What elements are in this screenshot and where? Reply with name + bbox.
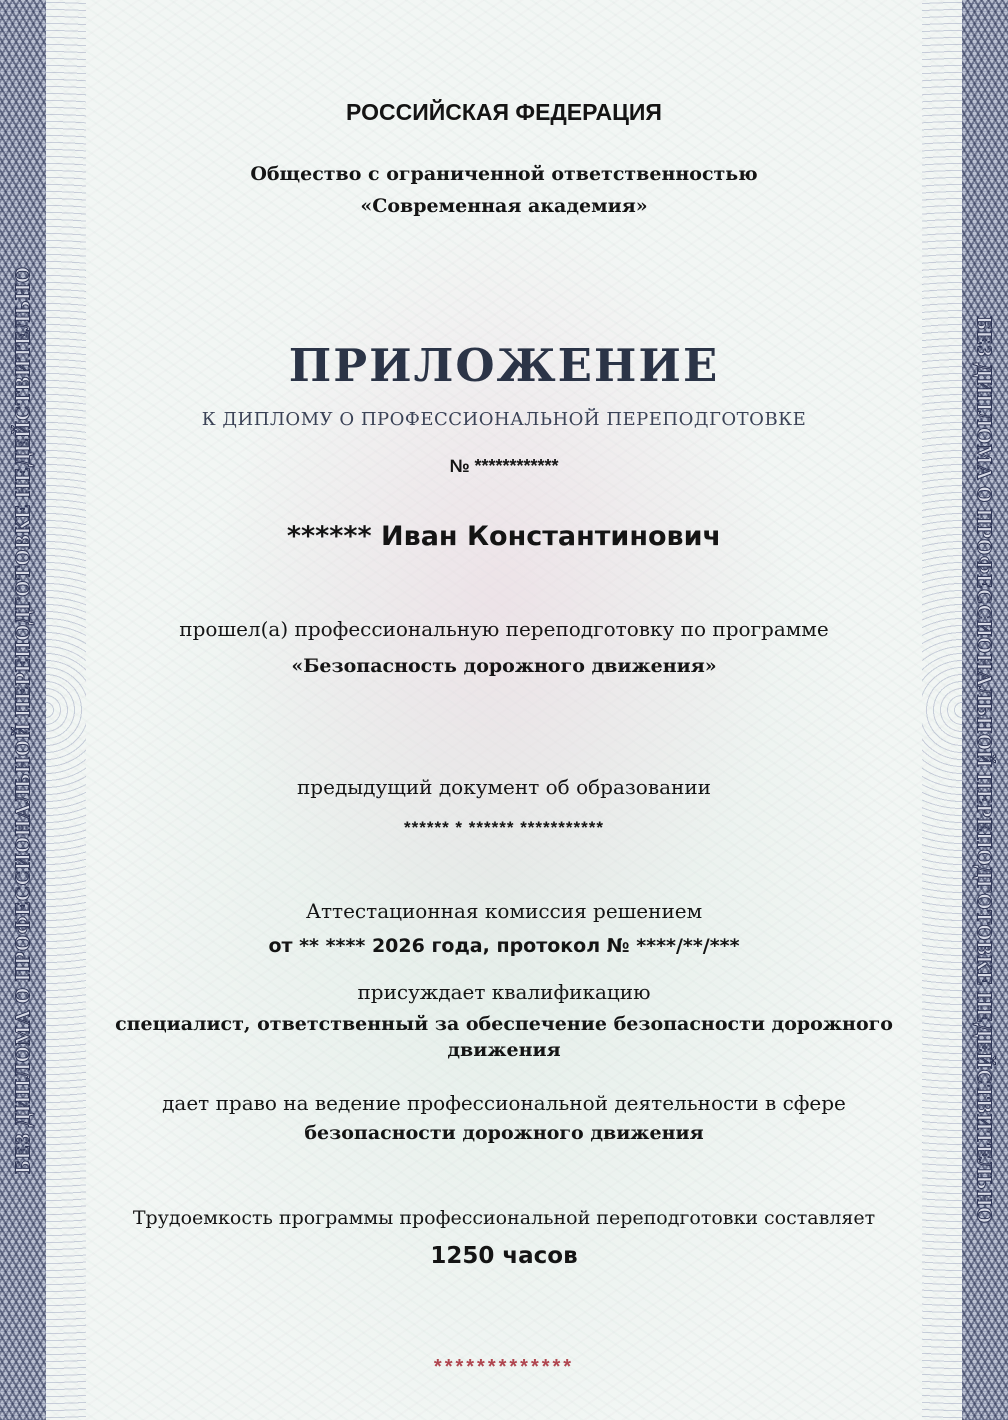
qualification-value: специалист, ответственный за обеспечение безопасности дорожного движения (115, 1013, 893, 1061)
country-heading: РОССИЙСКАЯ ФЕДЕРАЦИЯ (346, 99, 662, 125)
document-title: ПРИЛОЖЕНИЕ (288, 339, 720, 392)
organization-type: Общество с ограниченной ответственностью (250, 163, 758, 185)
rights-label: дает право на ведение профессиональной деятельности в сфере (162, 1091, 846, 1115)
labor-intensity-label: Трудоемкость программы профессиональной переподготовки составляет (132, 1207, 876, 1229)
commission-label: Аттестационная комиссия решением (305, 899, 703, 923)
labor-hours: 1250 часов (430, 1243, 578, 1269)
rights-sphere: безопасности дорожного движения (304, 1122, 704, 1144)
program-intro: прошел(а) профессиональную переподготовку по программе (179, 617, 829, 641)
recipient-name: ****** Иван Константинович (286, 521, 722, 552)
right-guilloche-pattern (922, 0, 962, 1420)
organization-name: «Современная академия» (360, 195, 648, 217)
document-subtitle: К ДИПЛОМУ О ПРОФЕССИОНАЛЬНОЙ ПЕРЕПОДГОТОВКЕ (201, 409, 807, 430)
previous-document-label: предыдущий документ об образовании (296, 775, 712, 799)
left-border-text: БЕЗ ДИПЛОМА О ПРОФЕССИОНАЛЬНОЙ ПЕРЕПОДГОТОВКЕ НЕДЕЙСТВИТЕЛЬНО (10, 266, 35, 1174)
right-border-text: БЕЗ ДИПЛОМА О ПРОФЕССИОНАЛЬНОЙ ПЕРЕПОДГОТОВКЕ НЕДЕЙСТВИТЕЛЬНО (972, 316, 997, 1224)
document-number: № ************ (449, 456, 559, 476)
previous-document-value: ****** * ****** *********** (404, 818, 604, 837)
program-name: «Безопасность дорожного движения» (291, 655, 717, 677)
serial-number: ************* (433, 1356, 575, 1378)
commission-decision: от ** **** 2026 года, протокол № ****/**/*** (268, 935, 740, 957)
awards-qualification-label: присуждает квалификацию (357, 980, 651, 1004)
